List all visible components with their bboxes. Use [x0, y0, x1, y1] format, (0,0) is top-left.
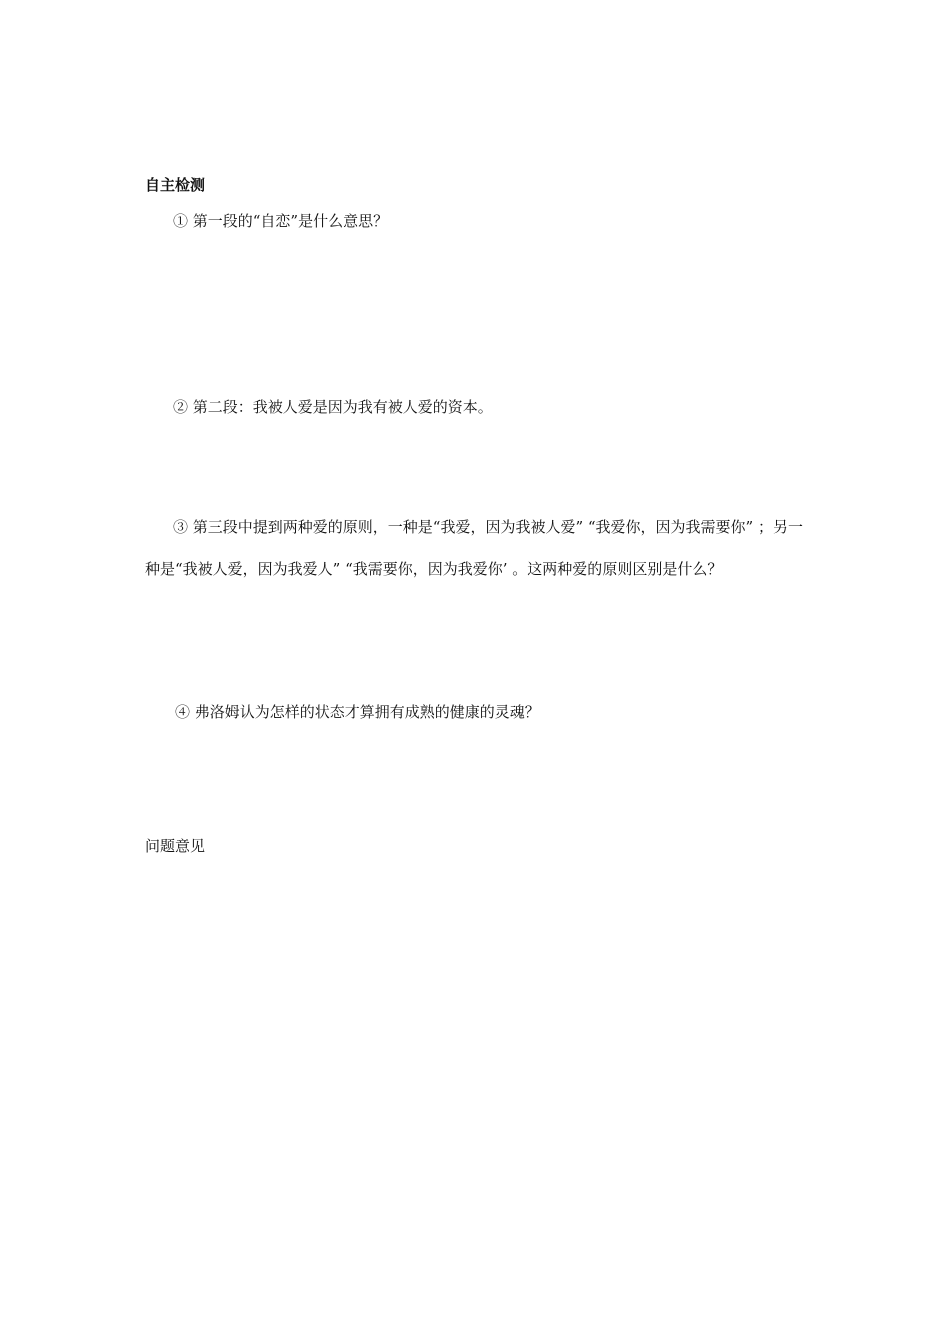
feedback-label: 问题意见	[145, 837, 206, 855]
question-2: ② 第二段：我被人爱是因为我有被人爱的资本。	[173, 398, 493, 416]
question-3: ③ 第三段中提到两种爱的原则，一种是“我爱，因为我被人爱” “我爱你，因为我需要你” ；另一种是“我被人爱，因为我爱人” “我需要你，因为我爱你’ 。这两种爱的原则区别是什么？	[145, 518, 803, 578]
question-4: ④ 弗洛姆认为怎样的状态才算拥有成熟的健康的灵魂？	[175, 703, 540, 721]
section-heading: 自主检测	[145, 176, 206, 194]
question-1: ① 第一段的“自恋”是什么意思？	[173, 212, 389, 230]
